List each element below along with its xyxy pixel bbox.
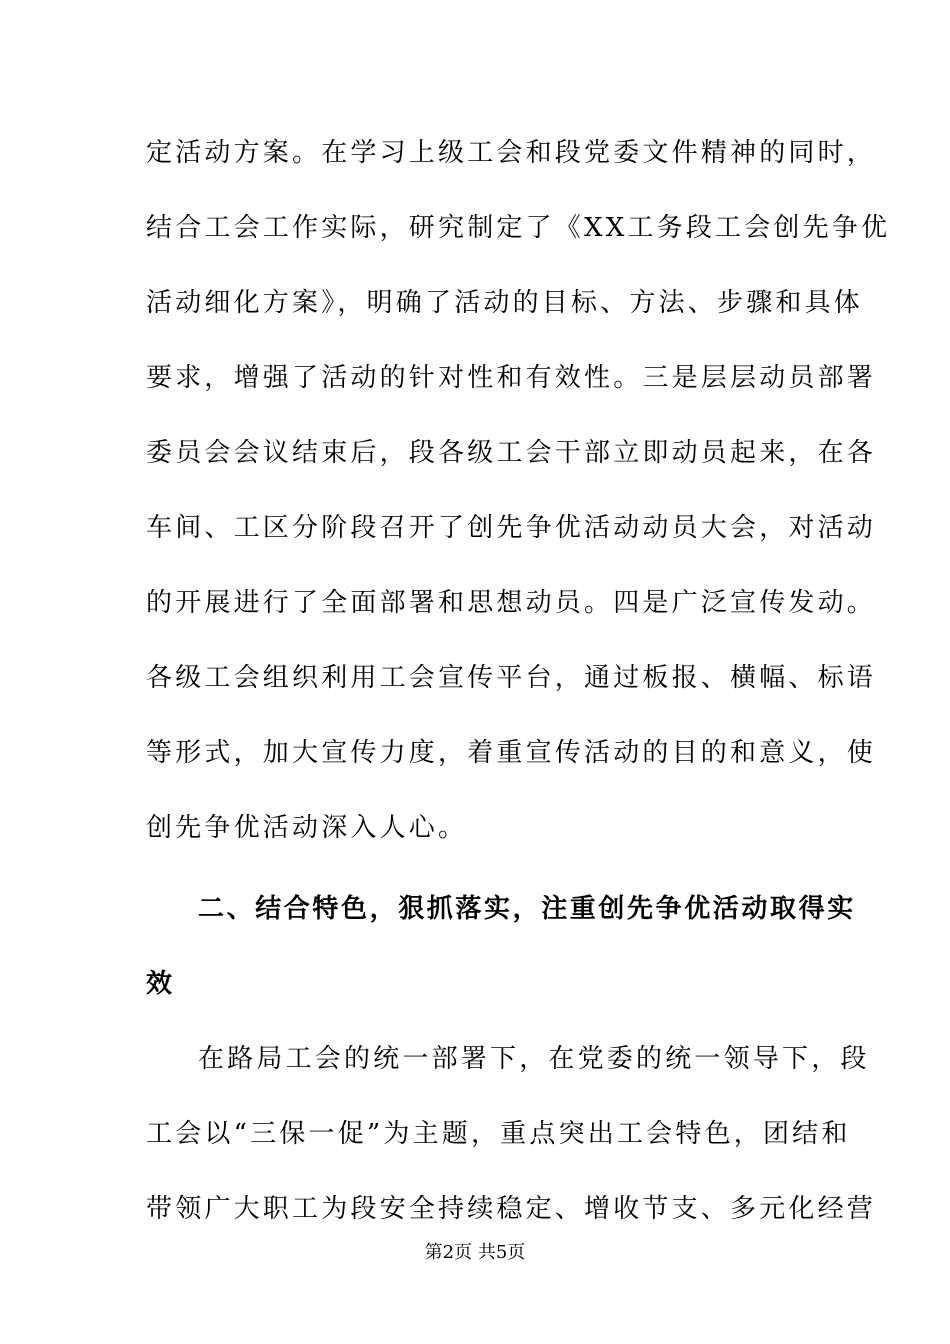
paragraph-line: 定活动方案。在学习上级工会和段党委文件精神的同时， — [146, 138, 877, 168]
page-footer: 第2页 共5页 — [424, 1242, 526, 1263]
paragraph-line: 的开展进行了全面部署和思想动员。四是广泛宣传发动。 — [146, 588, 877, 618]
paragraph-line: 等形式，加大宣传力度，着重宣传活动的目的和意义，使 — [146, 738, 877, 768]
section-heading-line: 效 — [146, 969, 175, 999]
paragraph-line: 各级工会组织利用工会宣传平台，通过板报、横幅、标语 — [146, 663, 877, 693]
paragraph-line: 带领广大职工为段安全持续稳定、增收节支、多元化经营 — [146, 1194, 877, 1224]
paragraph-line: 要求，增强了活动的针对性和有效性。三是层层动员部署 — [146, 363, 877, 393]
paragraph-line: 委员会会议结束后，段各级工会干部立即动员起来，在各 — [146, 438, 877, 468]
paragraph-line: 在路局工会的统一部署下，在党委的统一领导下，段 — [198, 1044, 870, 1074]
paragraph-line: 创先争优活动深入人心。 — [146, 813, 468, 843]
paragraph-line: 活动细化方案》，明确了活动的目标、方法、步骤和具体 — [146, 288, 864, 318]
paragraph-line: 结合工会工作实际，研究制定了《XX工务段工会创先争优 — [146, 213, 891, 243]
paragraph-line: 车间、工区分阶段召开了创先争优活动动员大会，对活动 — [146, 513, 877, 543]
document-body — [146, 131, 891, 1262]
section-heading-line: 二、结合特色，狠抓落实，注重创先争优活动取得实 — [198, 894, 856, 924]
paragraph-line: 工会以“三保一促”为主题，重点突出工会特色，团结和 — [146, 1119, 851, 1149]
